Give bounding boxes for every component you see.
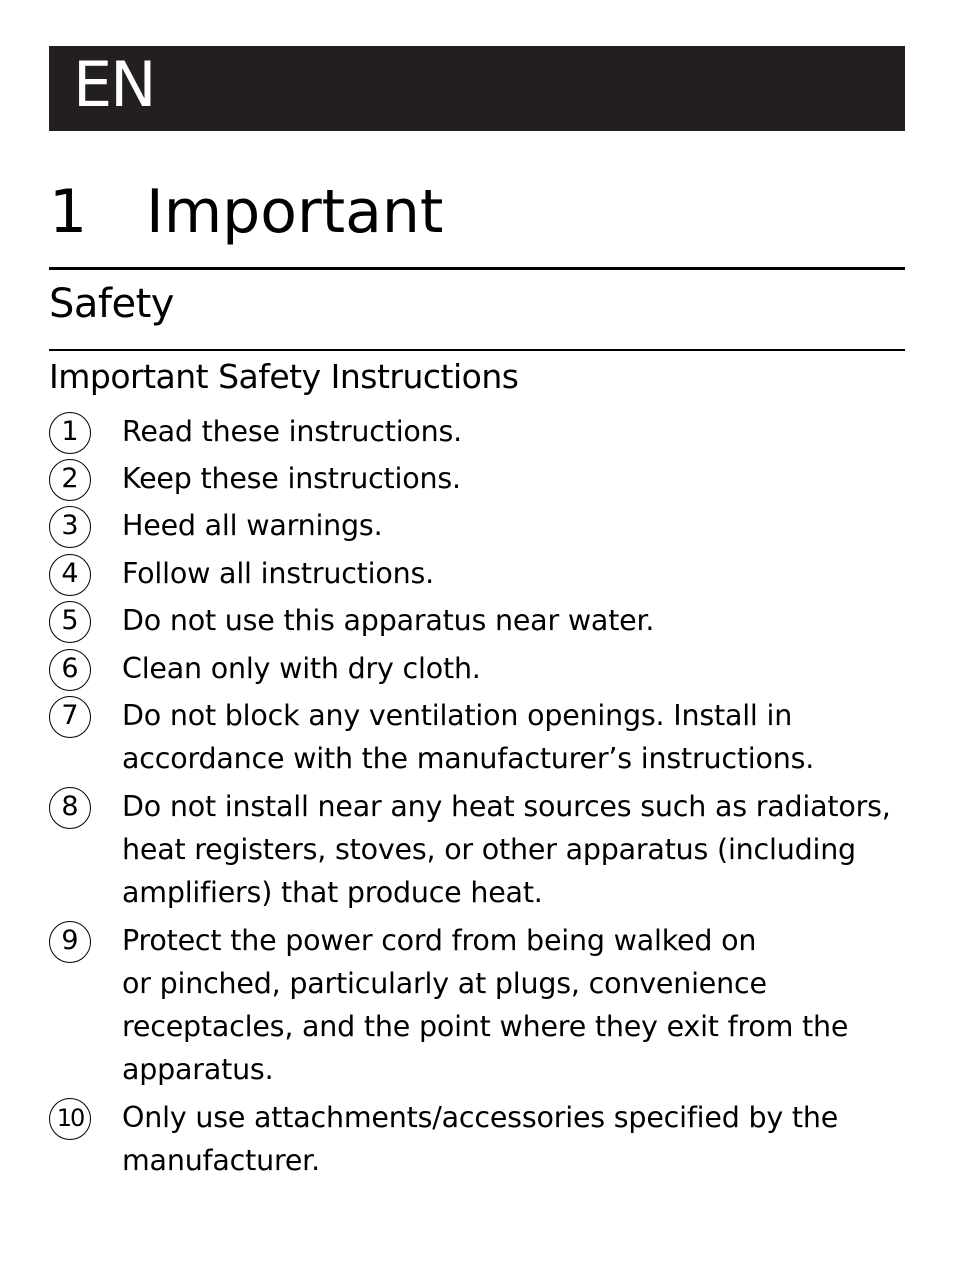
section-title: Safety xyxy=(49,281,174,327)
step-number-badge: 7 xyxy=(49,696,91,738)
chapter-number: 1 xyxy=(49,177,88,247)
instruction-text: Clean only with dry cloth. xyxy=(122,652,481,685)
instruction-text: Only use attachments/accessories specified by the manufacturer. xyxy=(122,1101,839,1177)
instruction-text: Protect the power cord from being walked on or pinched, particularly at plugs, convenience receptacles, and the point where they exit from the apparatus. xyxy=(122,924,849,1086)
step-number-badge: 10 xyxy=(49,1098,91,1140)
step-number-badge: 9 xyxy=(49,921,91,963)
language-code: EN xyxy=(73,48,155,121)
instruction-text: Read these instructions. xyxy=(122,415,463,448)
instruction-text: Do not install near any heat sources such as radiators, heat registers, stoves, or other apparatus (including amplifiers) that produce heat. xyxy=(122,790,891,909)
instruction-text: Keep these instructions. xyxy=(122,462,461,495)
step-number-badge: 8 xyxy=(49,787,91,829)
step-number-badge: 2 xyxy=(49,459,91,501)
step-number-badge: 4 xyxy=(49,554,91,596)
step-number-badge: 3 xyxy=(49,506,91,548)
step-number-badge: 1 xyxy=(49,412,91,454)
step-number-badge: 6 xyxy=(49,649,91,691)
chapter-title: Important xyxy=(146,177,444,247)
instruction-text: Do not use this apparatus near water. xyxy=(122,604,655,637)
step-number-badge: 5 xyxy=(49,601,91,643)
instruction-text: Heed all warnings. xyxy=(122,509,383,542)
instruction-text: Follow all instructions. xyxy=(122,557,434,590)
subsection-title: Important Safety Instructions xyxy=(49,357,519,396)
instruction-text: Do not block any ventilation openings. Install in accordance with the manufacturer’s instructions. xyxy=(122,699,815,775)
